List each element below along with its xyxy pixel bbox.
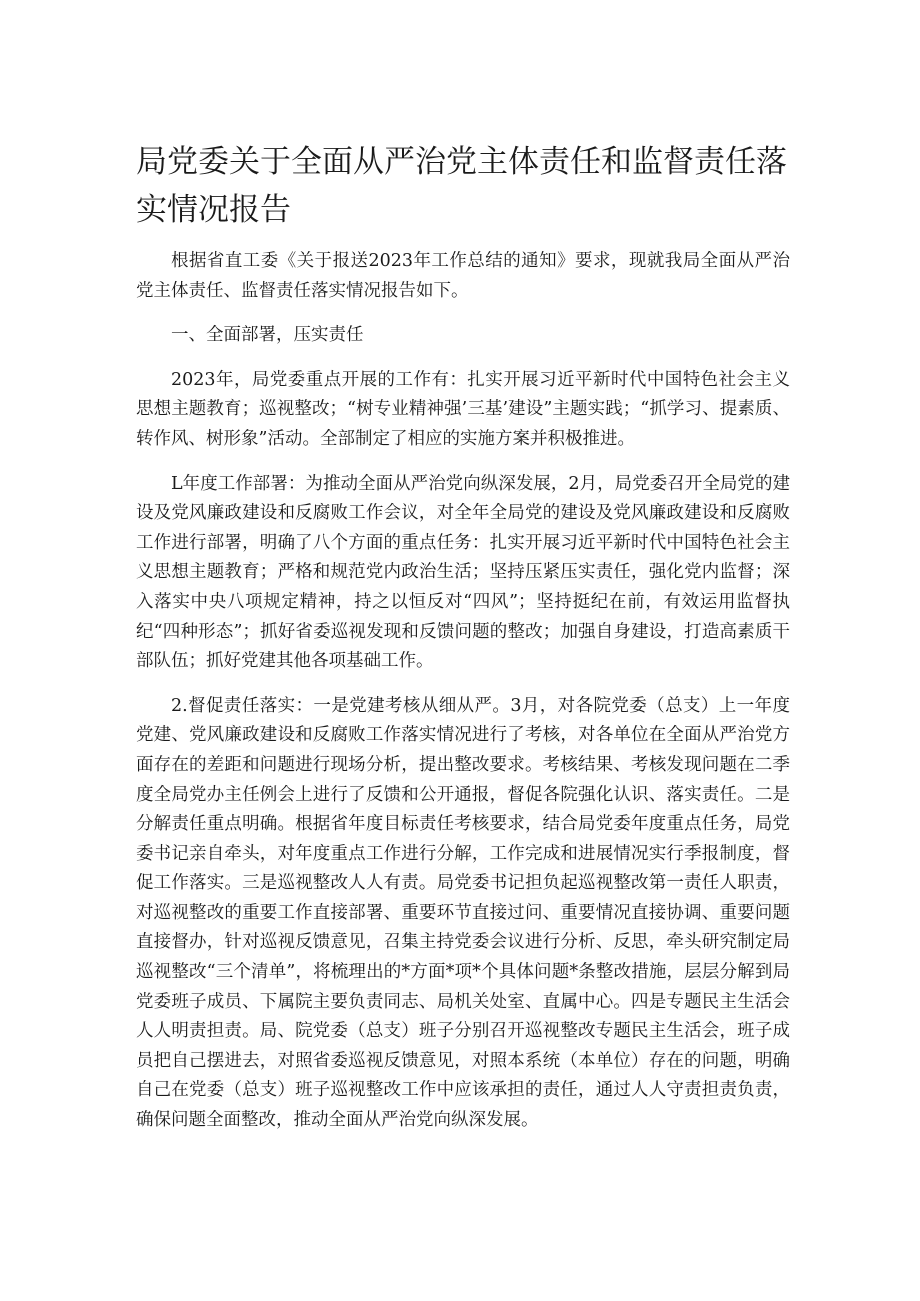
document-title: 局党委关于全面从严治党主体责任和监督责任落实情况报告 bbox=[136, 144, 787, 228]
section-heading: 一、全面部署，压实责任 bbox=[171, 325, 364, 346]
body-paragraph: 2023年，局党委重点开展的工作有：扎实开展习近平新时代中国特色社会主义思想主题教育；巡视整改；“树专业精神强’三基’建设”主题实践；“抓学习、提素质、转作风、树形象”活动。全部制定了相应的实施方案并积极推进。 bbox=[136, 369, 790, 449]
body-paragraph: 2.督促责任落实：一是党建考核从细从严。3月，对各院党委（总支）上一年度党建、党风廉政建设和反腐败工作落实情况进行了考核，对各单位在全面从严治党方面存在的差距和问题进行现场分析，提出整改要求。考核结果、考核发现问题在二季度全局党办主任例会上进行了反馈和公开通报，督促各院强化认识、落实责任。二是分解责任重点明确。根据省年度目标责任考核要求，结合局党委年度重点任务，局党委书记亲自牵头，对年度重点工作进行分解，工作完成和进展情况实行季报制度，督促工作落实。三是巡视整改人人有责。局党委书记担负起巡视整改第一责任人职责，对巡视整改的重要工作直接部署、重要环节直接过问、重要情况直接协调、重要问题直接督办，针对巡视反馈意见，召集主持党委会议进行分析、反思，牵头研究制定局巡视整改“三个清单”，将梳理出的*方面*项*个具体问题*条整改措施，层层分解到局党委班子成员、下属院主要负责同志、局机关处室、直属中心。四是专题民主生活会人人明责担责。局、院党委（总支）班子分别召开巡视整改专题民主生活会，班子成员把自己摆进去，对照省委巡视反馈意见，对照本系统（本单位）存在的问题，明确自己在党委（总支）班子巡视整改工作中应该承担的责任，通过人人守责担责负责，确保问题全面整改，推动全面从严治党向纵深发展。 bbox=[136, 695, 790, 1131]
body-paragraph: L年度工作部署：为推动全面从严治党向纵深发展，2月，局党委召开全局党的建设及党风廉政建设和反腐败工作会议，对全年全局党的建设及党风廉政建设和反腐败工作进行部署，明确了八个方面的重点任务：扎实开展习近平新时代中国特色社会主义思想主题教育；严格和规范党内政治生活；坚持压紧压实责任，强化党内监督；深入落实中央八项规定精神，持之以恒反对“四风”；坚持挺纪在前，有效运用监督执纪“四种形态”；抓好省委巡视发现和反馈问题的整改；加强自身建设，打造高素质干部队伍；抓好党建其他各项基础工作。 bbox=[136, 473, 790, 672]
document-body bbox=[136, 247, 790, 1151]
intro-paragraph: 根据省直工委《关于报送2023年工作总结的通知》要求，现就我局全面从严治党主体责任、监督责任落实情况报告如下。 bbox=[136, 251, 790, 301]
